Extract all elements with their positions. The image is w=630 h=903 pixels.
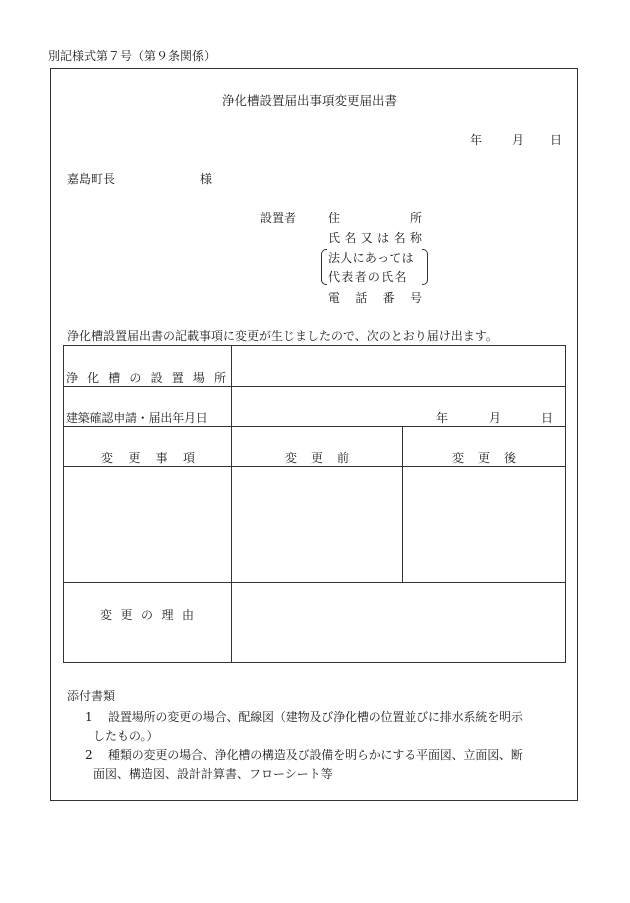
header-before: 変 更 前 (285, 451, 349, 465)
addressee-honorific: 様 (200, 172, 213, 186)
table-col-divider (231, 345, 232, 663)
attachment-line: したもの。） (93, 729, 159, 743)
table-col-divider (402, 426, 403, 582)
location-label: 浄 化 槽 の 設 置 場 所 (66, 371, 226, 385)
table-row-divider (63, 582, 566, 583)
corp-note-right-bracket (422, 249, 428, 285)
date-day: 日 (550, 133, 563, 147)
reason-label: 変 更 の 理 由 (100, 608, 194, 622)
date-month: 月 (512, 133, 525, 147)
table-row-divider (63, 426, 566, 427)
corp-note-line1: 法人にあっては (328, 251, 414, 265)
attachments-heading: 添付書類 (67, 689, 116, 703)
corp-note-line2: 代表者の氏名 (328, 270, 408, 284)
addressee-name: 嘉島町長 (67, 172, 116, 186)
confirm-date-day: 日 (541, 411, 554, 425)
header-after: 変 更 後 (452, 451, 516, 465)
attachment-num: 1 (85, 710, 93, 724)
attachment-line: 種類の変更の場合、浄化槽の構造及び設備を明らかにする平面図、立面図、断 (108, 748, 523, 762)
form-number: 別記様式第７号（第９条関係） (48, 49, 217, 63)
intro-text: 浄化槽設置届出書の記載事項に変更が生じましたので、次のとおり届け出ます。 (67, 329, 498, 343)
table-row-divider (63, 386, 566, 387)
applicant-address-label: 住 所 (328, 211, 422, 225)
applicant-name-label: 氏 名 又 は 名 称 (328, 231, 422, 245)
attachment-line: 面図、構造図、設計計算書、フローシート等 (93, 767, 333, 781)
date-year: 年 (470, 133, 483, 147)
confirm-date-label: 建築確認申請・届出年月日 (66, 411, 208, 425)
applicant-phone-label: 電 話 番 号 (328, 291, 422, 305)
attachment-line: 設置場所の変更の場合、配線図（建物及び浄化槽の位置並びに排水系統を明示 (108, 710, 523, 724)
header-change-item: 変 更 事 項 (101, 451, 195, 465)
table-row-divider (63, 466, 566, 467)
confirm-date-month: 月 (489, 411, 502, 425)
confirm-date-year: 年 (436, 411, 449, 425)
document-title: 浄化槽設置届出事項変更届出書 (222, 93, 398, 108)
corp-note-left-bracket (321, 249, 327, 285)
applicant-label: 設置者 (260, 211, 297, 225)
attachment-num: 2 (85, 748, 93, 762)
